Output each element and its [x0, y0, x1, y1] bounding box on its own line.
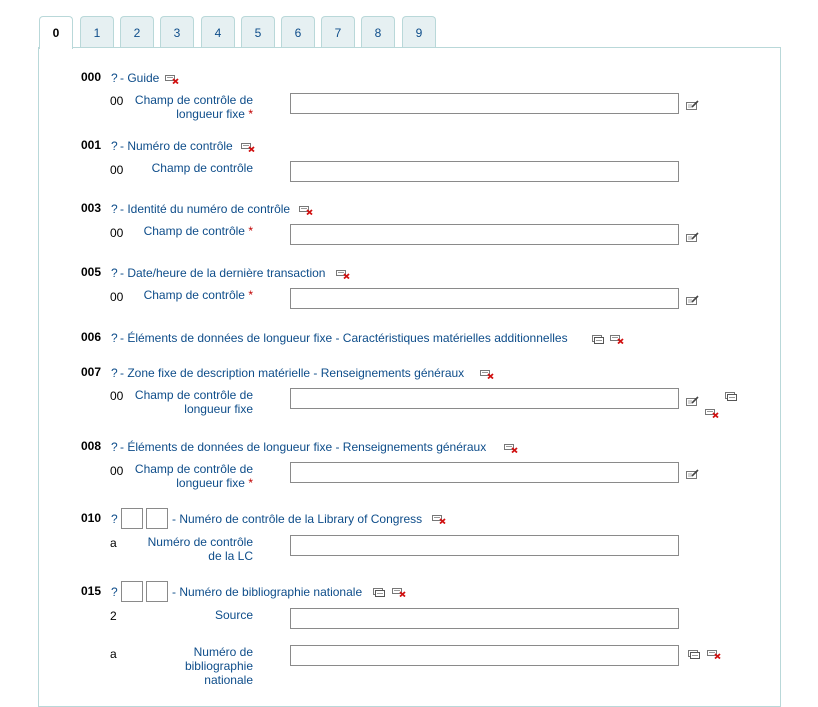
subfield-input[interactable] — [290, 224, 679, 245]
delete-field-icon[interactable] — [165, 74, 179, 84]
indicator-1-input[interactable] — [121, 581, 143, 602]
field-title: - Guide — [120, 71, 160, 85]
field-tag: 010 — [81, 511, 102, 525]
indicator-2-input[interactable] — [146, 508, 168, 529]
delete-subfield-icon[interactable] — [705, 408, 719, 418]
plugin-edit-icon[interactable] — [686, 469, 699, 479]
help-link[interactable]: ? — [111, 512, 118, 526]
subfield-input[interactable] — [290, 608, 679, 629]
subfield-input[interactable] — [290, 462, 679, 483]
plugin-edit-icon[interactable] — [686, 295, 699, 305]
subfield-code: a — [110, 647, 117, 661]
help-link[interactable]: ? — [111, 266, 118, 280]
tab-8[interactable]: 8 — [361, 16, 395, 47]
help-link[interactable]: ? — [111, 366, 118, 380]
delete-subfield-icon[interactable] — [707, 649, 721, 659]
required-mark: * — [248, 107, 253, 121]
required-mark: * — [248, 288, 253, 302]
subfield-code: 00 — [110, 94, 124, 108]
field-title: - Date/heure de la dernière transaction — [120, 266, 326, 280]
subfield-label: Source — [214, 608, 253, 622]
field-tag: 005 — [81, 265, 102, 279]
clone-subfield-icon[interactable] — [688, 650, 700, 660]
help-link[interactable]: ? — [111, 585, 118, 599]
subfield-code: 2 — [110, 609, 117, 623]
tab-0[interactable]: 0 — [39, 16, 73, 49]
field-tag: 015 — [81, 584, 102, 598]
subfield-input[interactable] — [290, 388, 679, 409]
delete-field-icon[interactable] — [610, 334, 624, 344]
subfield-label: Champ de contrôle * — [143, 224, 253, 238]
subfield-label: Champ de contrôle * — [143, 288, 253, 302]
plugin-edit-icon[interactable] — [686, 396, 699, 406]
help-link[interactable]: ? — [111, 71, 118, 85]
tab-1[interactable]: 1 — [80, 16, 114, 47]
subfield-input[interactable] — [290, 645, 679, 666]
tab-9[interactable]: 9 — [402, 16, 436, 47]
field-title: - Éléments de données de longueur fixe - Renseignements généraux — [120, 440, 487, 454]
field-title: - Numéro de contrôle de la Library of Congress — [172, 512, 423, 526]
field-tag: 000 — [81, 70, 102, 84]
delete-field-icon[interactable] — [432, 514, 446, 524]
subfield-code: 00 — [110, 389, 124, 403]
required-mark: * — [248, 224, 253, 238]
clone-subfield-icon[interactable] — [725, 392, 737, 402]
clone-field-icon[interactable] — [592, 335, 604, 345]
subfield-code: 00 — [110, 163, 124, 177]
field-tag: 001 — [81, 138, 102, 152]
help-link[interactable]: ? — [111, 440, 118, 454]
subfield-input[interactable] — [290, 288, 679, 309]
delete-field-icon[interactable] — [504, 443, 518, 453]
field-title: - Zone fixe de description matérielle - Renseignements généraux — [120, 366, 465, 380]
subfield-label: Numéro de bibliographie nationale — [184, 645, 253, 687]
subfield-code: 00 — [110, 290, 124, 304]
field-tag: 008 — [81, 439, 102, 453]
delete-field-icon[interactable] — [241, 142, 255, 152]
required-mark: * — [248, 476, 253, 490]
subfield-label: Numéro de contrôle de la LC — [147, 535, 253, 563]
subfield-label: Champ de contrôle de longueur fixe — [134, 388, 253, 416]
tab-7[interactable]: 7 — [321, 16, 355, 47]
help-link[interactable]: ? — [111, 331, 118, 345]
help-link[interactable]: ? — [111, 139, 118, 153]
indicator-2-input[interactable] — [146, 581, 168, 602]
subfield-label: Champ de contrôle de longueur fixe * — [134, 462, 253, 490]
tab-5[interactable]: 5 — [241, 16, 275, 47]
delete-field-icon[interactable] — [480, 369, 494, 379]
plugin-edit-icon[interactable] — [686, 232, 699, 242]
delete-field-icon[interactable] — [392, 587, 406, 597]
subfield-input[interactable] — [290, 93, 679, 114]
subfield-code: a — [110, 536, 117, 550]
tab-3[interactable]: 3 — [160, 16, 194, 47]
delete-field-icon[interactable] — [336, 269, 350, 279]
tab-6[interactable]: 6 — [281, 16, 315, 47]
plugin-edit-icon[interactable] — [686, 100, 699, 110]
help-link[interactable]: ? — [111, 202, 118, 216]
delete-field-icon[interactable] — [299, 205, 313, 215]
field-title: - Numéro de bibliographie nationale — [172, 585, 363, 599]
subfield-label: Champ de contrôle — [151, 161, 253, 175]
subfield-code: 00 — [110, 226, 124, 240]
field-title: - Numéro de contrôle — [120, 139, 233, 153]
subfield-input[interactable] — [290, 535, 679, 556]
subfield-code: 00 — [110, 464, 124, 478]
field-title: - Éléments de données de longueur fixe - Caractéristiques matérielles additionnelles — [120, 331, 568, 345]
indicator-1-input[interactable] — [121, 508, 143, 529]
field-tag: 006 — [81, 330, 102, 344]
clone-field-icon[interactable] — [373, 588, 385, 598]
subfield-input[interactable] — [290, 161, 679, 182]
field-tag: 003 — [81, 201, 102, 215]
tab-2[interactable]: 2 — [120, 16, 154, 47]
field-tag: 007 — [81, 365, 102, 379]
field-title: - Identité du numéro de contrôle — [120, 202, 291, 216]
tab-4[interactable]: 4 — [201, 16, 235, 47]
subfield-label: Champ de contrôle de longueur fixe * — [134, 93, 253, 121]
